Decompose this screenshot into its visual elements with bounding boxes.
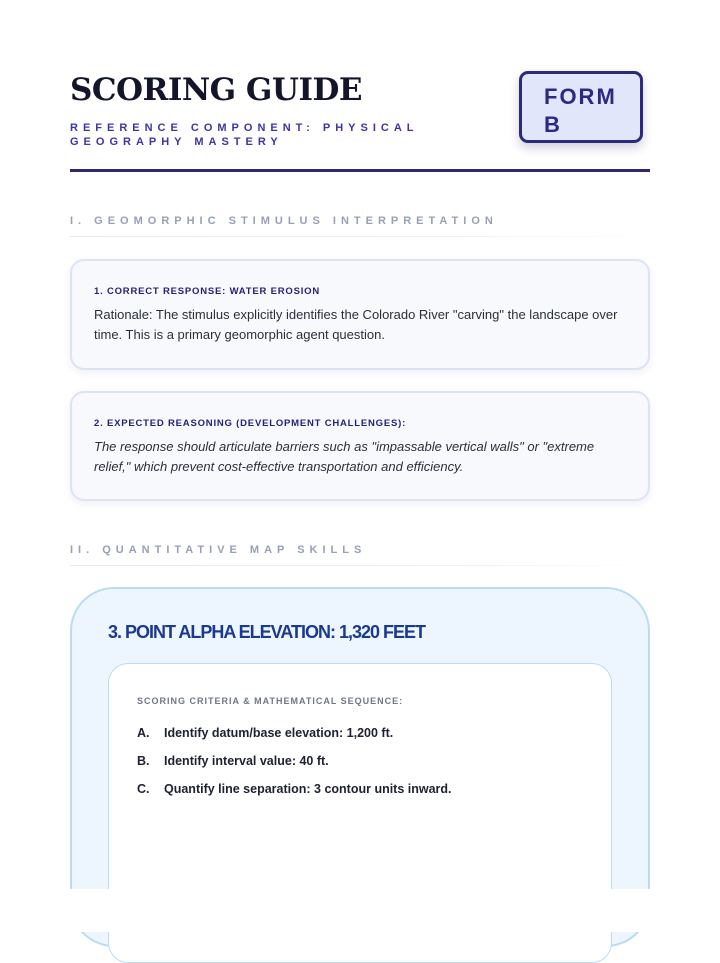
criteria-letter: C. bbox=[137, 782, 150, 796]
criteria-item bbox=[137, 726, 393, 740]
criteria-item bbox=[137, 782, 452, 796]
response-card-1 bbox=[70, 259, 650, 370]
criteria-text: Identify interval value: 40 ft. bbox=[164, 754, 329, 768]
criteria-letter: A. bbox=[137, 726, 150, 740]
card-body: Rationale: The stimulus explicitly identifies the Colorado River "carving" the landscape over time. This is a primary geomorphic agent question. bbox=[94, 307, 618, 342]
card-body: The response should articulate barriers such as "impassable vertical walls" or "extreme relief," which prevent cost-effective transportation and efficiency. bbox=[94, 439, 595, 474]
criteria-text: Quantify line separation: 3 contour units inward. bbox=[164, 782, 452, 796]
response-card-2 bbox=[70, 391, 650, 501]
criteria-item bbox=[137, 754, 329, 768]
page-subtitle: REFERENCE COMPONENT: PHYSICAL GEOGRAPHY MASTERY bbox=[70, 122, 419, 148]
section-heading-quantitative: II. QUANTITATIVE MAP SKILLS bbox=[70, 544, 367, 556]
section-divider bbox=[70, 565, 650, 566]
section-heading-geomorphic: I. GEOMORPHIC STIMULUS INTERPRETATION bbox=[70, 215, 498, 227]
card-label: 2. EXPECTED REASONING (DEVELOPMENT CHALLENGES): bbox=[94, 418, 407, 429]
criteria-text: Identify datum/base elevation: 1,200 ft. bbox=[164, 726, 394, 740]
feature-title: 3. POINT ALPHA ELEVATION: 1,320 FEET bbox=[108, 622, 426, 642]
criteria-letter: B. bbox=[137, 754, 150, 768]
form-badge: FORM B bbox=[519, 71, 643, 143]
page-title: SCORING GUIDE bbox=[70, 72, 362, 108]
section-divider bbox=[70, 236, 650, 237]
card-label: 1. CORRECT RESPONSE: WATER EROSION bbox=[94, 286, 321, 297]
header-divider bbox=[70, 169, 650, 172]
criteria-label: SCORING CRITERIA & MATHEMATICAL SEQUENCE: bbox=[137, 696, 404, 706]
page-bottom-margin bbox=[0, 889, 720, 932]
